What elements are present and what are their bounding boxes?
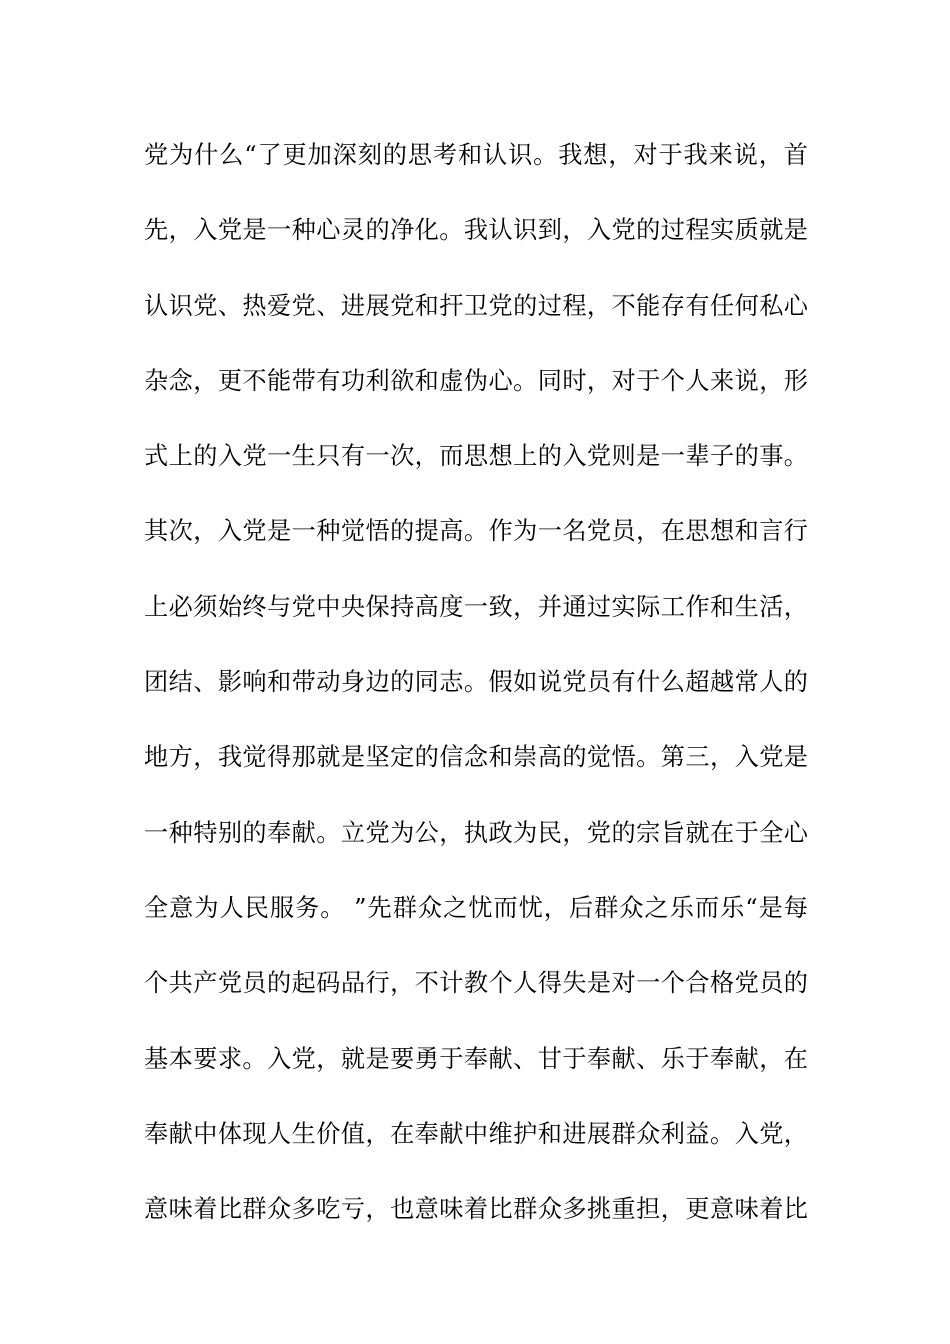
- text-line: 式上的入党一生只有一次，而思想上的入党则是一辈子的事。: [144, 442, 808, 471]
- text-line: 基本要求。入党，就是要勇于奉献、甘于奉献、乐于奉献，在: [144, 1044, 808, 1073]
- text-line: 地方，我觉得那就是坚定的信念和崇高的觉悟。第三，入党是: [144, 743, 808, 772]
- text-line: 认识党、热爱党、进展党和扞卫党的过程，不能存有任何私心: [144, 291, 808, 320]
- text-line: 党为什么“了更加深刻的思考和认识。我想，对于我来说，首: [144, 141, 808, 169]
- text-line: 其次，入党是一种觉悟的提高。作为一名党员，在思想和言行: [144, 517, 808, 546]
- text-line: 个共产党员的起码品行，不计教个人得失是对一个合格党员的: [144, 969, 808, 998]
- text-line: 奉献中体现人生价值，在奉献中维护和进展群众利益。入党，: [144, 1119, 808, 1148]
- text-line: 全意为人民服务。 ”先群众之忧而忧，后群众之乐而乐“是每: [144, 893, 808, 922]
- text-line: 先，入党是一种心灵的净化。我认识到，入党的过程实质就是: [144, 216, 808, 245]
- text-line: 上必须始终与党中央保持高度一致，并通过实际工作和生活，: [144, 592, 808, 621]
- text-line: 一种特别的奉献。立党为公，执政为民，党的宗旨就在于全心: [144, 818, 808, 847]
- text-line: 意味着比群众多吃亏，也意味着比群众多挑重担，更意味着比: [144, 1195, 808, 1224]
- text-line: 团结、影响和带动身边的同志。假如说党员有什么超越常人的: [144, 668, 808, 697]
- text-line: 杂念，更不能带有功利欲和虚伪心。同时，对于个人来说，形: [144, 366, 808, 395]
- body-text: [144, 133, 808, 1262]
